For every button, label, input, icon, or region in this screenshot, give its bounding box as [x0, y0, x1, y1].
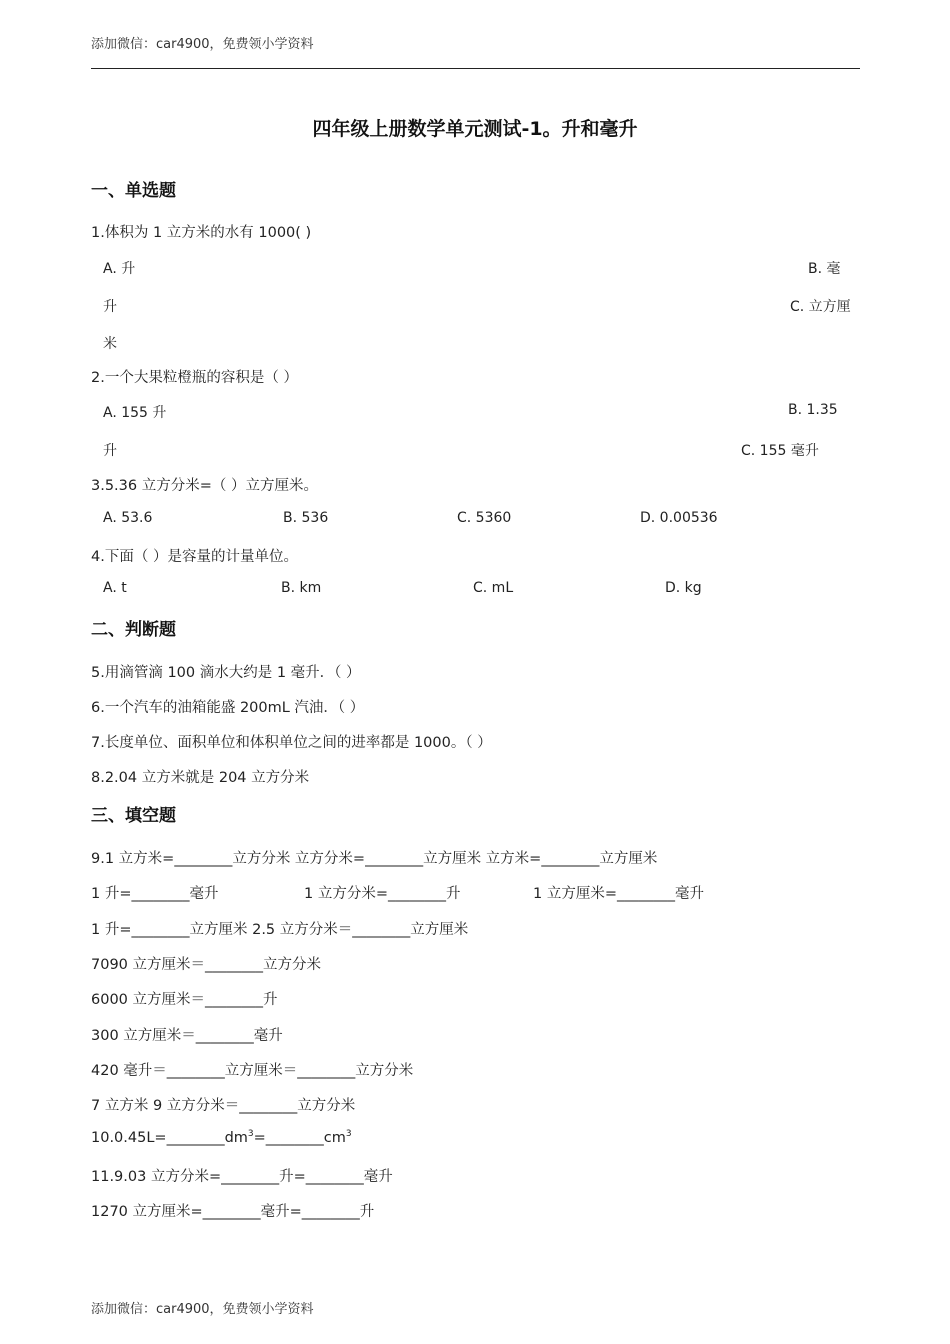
q1-option-b-cont: 升	[103, 299, 117, 315]
section-fill-blank: 三、填空题	[91, 806, 176, 826]
question-9-line-2c: 1 立方厘米=________毫升	[533, 886, 704, 902]
q10-superscript-1: 3	[247, 1129, 254, 1140]
q10-superscript-2: 3	[345, 1129, 352, 1140]
q1-option-a: A. 升	[103, 261, 136, 277]
page-title: 四年级上册数学单元测试-1。升和毫升	[312, 118, 638, 140]
question-9-line-7: 420 毫升＝________立方厘米＝________立方分米	[91, 1063, 414, 1079]
q3-option-b: B. 536	[283, 510, 329, 526]
question-5: 5.用滴管滴 100 滴水大约是 1 毫升．（ ）	[91, 665, 361, 681]
q3-option-d: D. 0.00536	[640, 510, 718, 526]
question-9-line-2b: 1 立方分米=________升	[304, 886, 461, 902]
q1-option-c-cont: 米	[103, 336, 117, 352]
question-11-line-2: 1270 立方厘米=________毫升=________升	[91, 1204, 375, 1220]
section-single-choice: 一、单选题	[91, 181, 176, 201]
q1-option-b: B. 毫	[808, 261, 841, 277]
q4-option-d: D. kg	[665, 580, 702, 596]
question-9-line-6: 300 立方厘米＝________毫升	[91, 1028, 283, 1044]
question-6: 6.一个汽车的油箱能盛 200mL 汽油．（ ）	[91, 700, 365, 716]
question-9-line-8: 7 立方米 9 立方分米＝________立方分米	[91, 1098, 356, 1114]
question-7: 7.长度单位、面积单位和体积单位之间的进率都是 1000。（ ）	[91, 735, 492, 751]
q3-option-c: C. 5360	[457, 510, 512, 526]
question-4: 4.下面（ ）是容量的计量单位。	[91, 549, 298, 565]
page-header: 添加微信：car4900，免费领小学资料	[91, 37, 314, 52]
q3-option-a: A. 53.6	[103, 510, 153, 526]
question-1: 1.体积为 1 立方米的水有 1000( )	[91, 225, 312, 241]
question-3: 3.5.36 立方分米=（ ）立方厘米。	[91, 478, 318, 494]
question-8: 8.2.04 立方米就是 204 立方分米	[91, 770, 310, 786]
header-rule	[91, 68, 860, 69]
q2-option-c: C. 155 毫升	[741, 443, 819, 459]
question-10	[91, 1130, 352, 1146]
page-footer: 添加微信：car4900，免费领小学资料	[91, 1302, 314, 1317]
question-9-line-4: 7090 立方厘米＝________立方分米	[91, 957, 322, 973]
question-9-line-5: 6000 立方厘米＝________升	[91, 992, 278, 1008]
question-11-line-1: 11.9.03 立方分米=________升=________毫升	[91, 1169, 393, 1185]
q10-part-2: =________cm	[253, 1130, 346, 1146]
q1-option-c: C. 立方厘	[790, 299, 851, 315]
q10-part-1: 10.0.45L=________dm	[91, 1130, 248, 1146]
q2-option-b: B. 1.35	[788, 402, 838, 418]
q4-option-c: C. mL	[473, 580, 514, 596]
question-2: 2.一个大果粒橙瓶的容积是（ ）	[91, 370, 298, 386]
section-true-false: 二、判断题	[91, 620, 176, 640]
q2-option-b-cont: 升	[103, 443, 117, 459]
question-9-line-3: 1 升=________立方厘米 2.5 立方分米＝________立方厘米	[91, 922, 469, 938]
q4-option-a: A. t	[103, 580, 127, 596]
q2-option-a: A. 155 升	[103, 405, 167, 421]
q4-option-b: B. km	[281, 580, 322, 596]
question-9-line-1: 9.1 立方米=________立方分米 立方分米=________立方厘米 立方米=________立方厘米	[91, 851, 658, 867]
question-9-line-2a: 1 升=________毫升	[91, 886, 219, 902]
